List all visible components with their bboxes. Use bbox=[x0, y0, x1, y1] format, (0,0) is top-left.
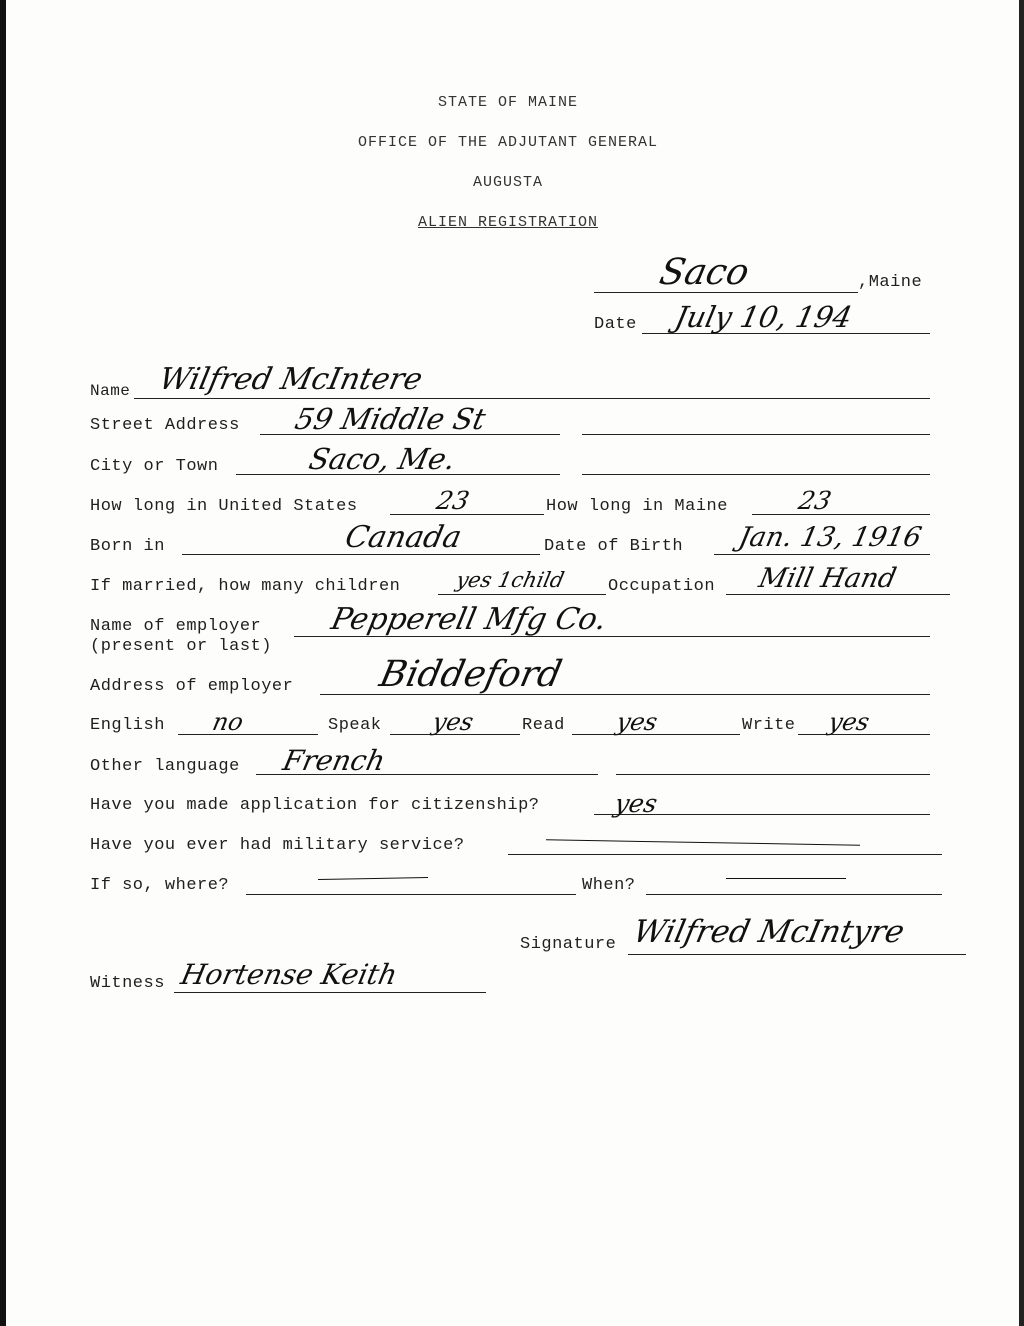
employer-address-label: Address of employer bbox=[90, 677, 294, 696]
date-label: Date bbox=[594, 315, 637, 334]
read-label: Read bbox=[522, 716, 565, 735]
other-language-value: French bbox=[280, 744, 389, 777]
occupation-value: Mill Hand bbox=[756, 563, 900, 594]
married-line bbox=[438, 594, 606, 595]
write-value: yes bbox=[826, 708, 873, 736]
other-language-label: Other language bbox=[90, 757, 240, 776]
english-label: English bbox=[90, 716, 165, 735]
maine-years-label: How long in Maine bbox=[546, 497, 728, 516]
where-dash-stroke bbox=[318, 877, 428, 880]
name-line bbox=[134, 398, 930, 399]
city-line-2 bbox=[582, 474, 930, 475]
speak-label: Speak bbox=[328, 716, 382, 735]
read-value: yes bbox=[614, 708, 661, 736]
employer-address-value: Biddeford bbox=[376, 654, 566, 695]
born-value: Canada bbox=[342, 520, 465, 555]
write-label: Write bbox=[742, 716, 796, 735]
military-label: Have you ever had military service? bbox=[90, 836, 465, 855]
employer-sublabel: (present or last) bbox=[90, 637, 272, 656]
street-label: Street Address bbox=[90, 416, 240, 435]
where-label: If so, where? bbox=[90, 876, 230, 895]
us-years-value: 23 bbox=[434, 486, 472, 515]
street-line-2 bbox=[582, 434, 930, 435]
header-office: OFFICE OF THE ADJUTANT GENERAL bbox=[357, 134, 659, 151]
citizenship-value: yes bbox=[612, 789, 660, 818]
name-value: Wilfred McIntere bbox=[156, 362, 426, 397]
dob-value: Jan. 13, 1916 bbox=[736, 522, 925, 553]
witness-line bbox=[174, 992, 486, 993]
occupation-label: Occupation bbox=[608, 577, 716, 596]
military-dash-stroke bbox=[546, 839, 860, 845]
married-value: yes 1child bbox=[454, 568, 567, 592]
read-line bbox=[572, 734, 740, 735]
form-title: ALIEN REGISTRATION bbox=[417, 214, 599, 231]
us-years-label: How long in United States bbox=[90, 497, 358, 516]
english-value: no bbox=[210, 708, 246, 736]
citizenship-label: Have you made application for citizenship? bbox=[90, 796, 540, 815]
when-line bbox=[646, 894, 942, 895]
signature-label: Signature bbox=[520, 935, 617, 954]
header-state: STATE OF MAINE bbox=[437, 94, 579, 111]
maine-years-line bbox=[752, 514, 930, 515]
dob-label: Date of Birth bbox=[544, 537, 684, 556]
street-value: 59 Middle St bbox=[292, 402, 489, 436]
dob-line bbox=[714, 554, 930, 555]
us-years-line bbox=[390, 514, 544, 515]
occupation-line bbox=[726, 594, 950, 595]
page-edge bbox=[1019, 0, 1024, 1326]
when-dash-stroke bbox=[726, 878, 846, 879]
employer-value: Pepperell Mfg Co. bbox=[328, 602, 610, 637]
other-language-line-2 bbox=[616, 774, 930, 775]
married-label: If married, how many children bbox=[90, 577, 401, 596]
employer-label: Name of employer bbox=[90, 617, 262, 636]
date-value: July 10, 194 bbox=[672, 300, 856, 334]
name-label: Name bbox=[90, 382, 131, 400]
when-label: When? bbox=[582, 876, 636, 895]
where-line bbox=[246, 894, 576, 895]
town-value: Saco bbox=[656, 252, 753, 293]
witness-value: Hortense Keith bbox=[178, 958, 401, 991]
city-label: City or Town bbox=[90, 457, 219, 476]
military-line bbox=[508, 854, 942, 855]
maine-years-value: 23 bbox=[796, 486, 834, 515]
speak-value: yes bbox=[430, 708, 477, 736]
city-value: Saco, Me. bbox=[306, 442, 459, 476]
born-label: Born in bbox=[90, 537, 165, 556]
signature-value: Wilfred McIntyre bbox=[630, 914, 908, 950]
header-city: AUGUSTA bbox=[472, 174, 543, 191]
state-suffix: ,Maine bbox=[858, 273, 923, 292]
signature-line bbox=[628, 954, 966, 955]
witness-label: Witness bbox=[90, 974, 165, 993]
english-line bbox=[178, 734, 318, 735]
